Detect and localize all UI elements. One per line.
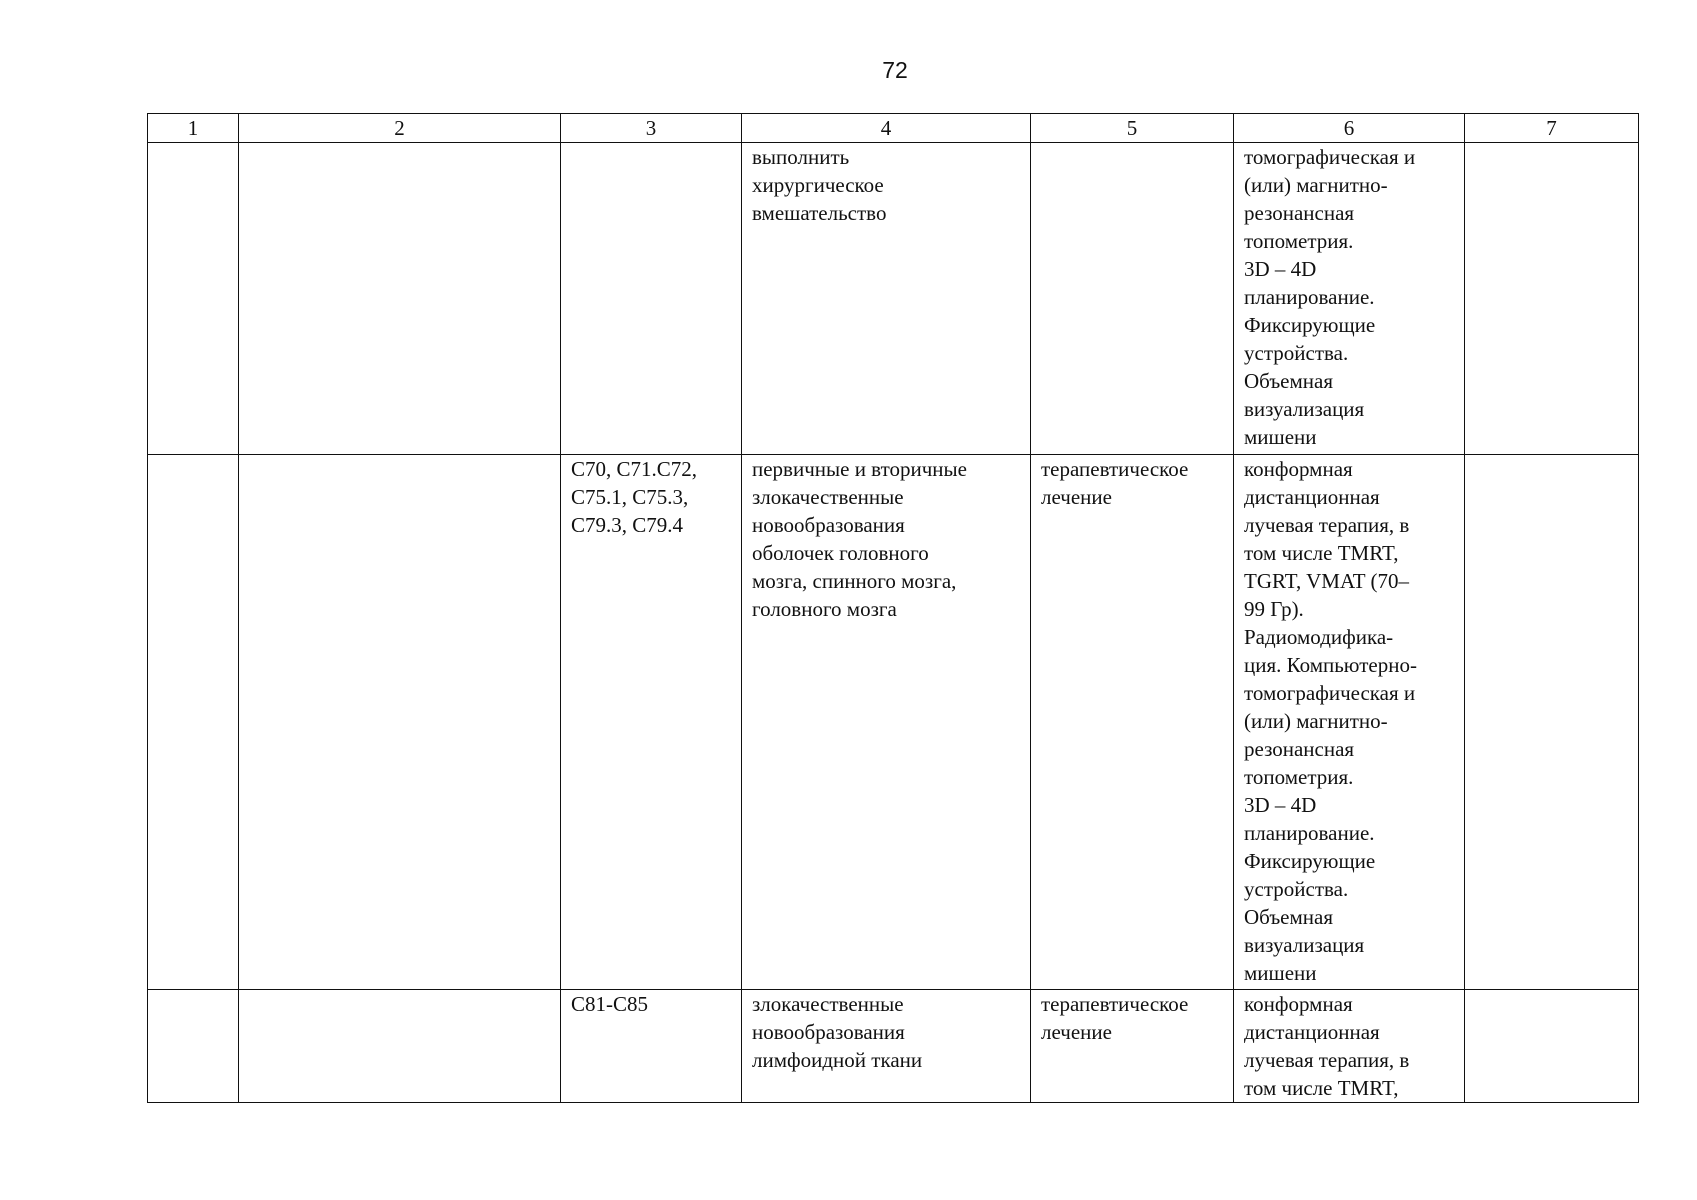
table-cell-model-patient: первичные и вторичные злокачественные новообразования оболочек головного мозга, спинного мозга, головного мозга (742, 455, 1031, 990)
table-row (148, 455, 1639, 990)
table-cell-treatment-type (1031, 143, 1234, 455)
table-cell-number (148, 990, 239, 1103)
table-cell-standard-cost (1465, 990, 1639, 1103)
table-cell-number (148, 455, 239, 990)
table-header-row (148, 114, 1639, 143)
table-cell-name (239, 990, 561, 1103)
table-row (148, 990, 1639, 1103)
table-cell-model-patient: выполнить хирургическое вмешательство (742, 143, 1031, 455)
column-header-2: 2 (239, 114, 561, 143)
table-cell-model-patient: злокачественные новообразования лимфоидной ткани (742, 990, 1031, 1103)
table-cell-name (239, 143, 561, 455)
table-cell-treatment-method: томографическая и (или) магнитно- резонансная топометрия. 3D – 4D планирование. Фиксирующие устройства. Объемная визуализация мишени (1234, 143, 1465, 455)
table-cell-number (148, 143, 239, 455)
page-number: 72 (882, 57, 908, 83)
document-table (147, 113, 1639, 1103)
column-header-7: 7 (1465, 114, 1639, 143)
table-cell-treatment-type: терапевтическое лечение (1031, 455, 1234, 990)
column-header-3: 3 (561, 114, 742, 143)
table-cell-icd-code (561, 143, 742, 455)
column-header-6: 6 (1234, 114, 1465, 143)
column-header-4: 4 (742, 114, 1031, 143)
table-cell-icd-code: C70, C71.C72, C75.1, C75.3, C79.3, C79.4 (561, 455, 742, 990)
table-row (148, 143, 1639, 455)
table-cell-name (239, 455, 561, 990)
table-cell-standard-cost (1465, 143, 1639, 455)
column-header-1: 1 (148, 114, 239, 143)
table-cell-treatment-type: терапевтическое лечение (1031, 990, 1234, 1103)
table-cell-treatment-method: конформная дистанционная лучевая терапия, в том числе TMRT, TGRT, VMAT (70– 99 Гр). Радиомодифика- ция. Компьютерно- томографическая и (или) магнитно- резонансная топометрия. 3D – 4D планирование. Фиксирующие устройства. Объемная визуализация мишени (1234, 455, 1465, 990)
table-cell-icd-code: C81-C85 (561, 990, 742, 1103)
column-header-5: 5 (1031, 114, 1234, 143)
table-cell-standard-cost (1465, 455, 1639, 990)
table-cell-treatment-method: конформная дистанционная лучевая терапия, в том числе TMRT, (1234, 990, 1465, 1103)
